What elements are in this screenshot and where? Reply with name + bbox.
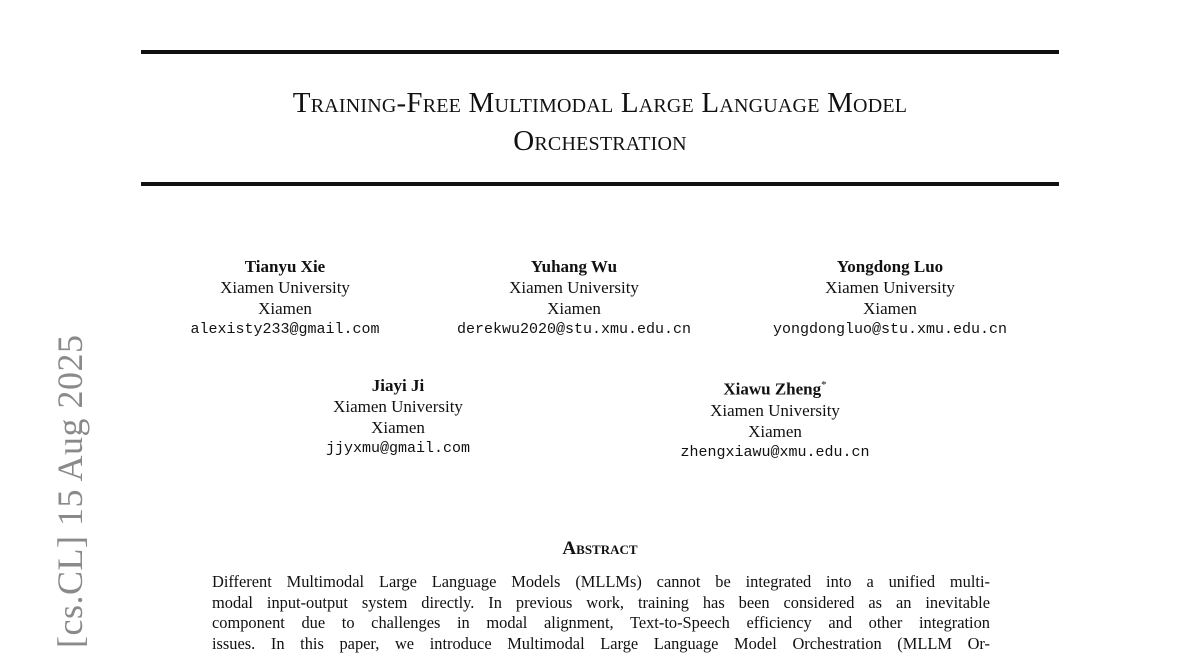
author-name: Xiawu Zheng* bbox=[650, 375, 900, 400]
author-city: Xiamen bbox=[288, 417, 508, 438]
author-city: Xiamen bbox=[424, 298, 724, 319]
author-name: Tianyu Xie bbox=[160, 256, 410, 277]
author-block-2 bbox=[424, 256, 724, 340]
paper-title bbox=[141, 84, 1059, 160]
abstract-line: component due to challenges in modal alignment, Text-to-Speech efficiency and other integration bbox=[212, 613, 990, 634]
author-email[interactable]: derekwu2020@stu.xmu.edu.cn bbox=[424, 319, 724, 340]
author-city: Xiamen bbox=[160, 298, 410, 319]
author-name: Yongdong Luo bbox=[740, 256, 1040, 277]
author-block-1 bbox=[160, 256, 410, 340]
abstract-heading: Abstract bbox=[141, 538, 1059, 560]
abstract-line: Different Multimodal Large Language Models (MLLMs) cannot be integrated into a unified multi- bbox=[212, 572, 990, 593]
title-top-rule bbox=[141, 50, 1059, 54]
title-line-1: Training-Free Multimodal Large Language Model bbox=[141, 84, 1059, 122]
author-email[interactable]: alexisty233@gmail.com bbox=[160, 319, 410, 340]
author-city: Xiamen bbox=[740, 298, 1040, 319]
arxiv-stamp: [cs.CL] 15 Aug 2025 bbox=[50, 335, 90, 648]
author-name: Yuhang Wu bbox=[424, 256, 724, 277]
author-email[interactable]: zhengxiawu@xmu.edu.cn bbox=[650, 442, 900, 463]
author-block-5 bbox=[650, 375, 900, 463]
title-bottom-rule bbox=[141, 182, 1059, 186]
abstract-body bbox=[212, 572, 990, 654]
author-affiliation: Xiamen University bbox=[160, 277, 410, 298]
author-email[interactable]: jjyxmu@gmail.com bbox=[288, 438, 508, 459]
abstract-line: modal input-output system directly. In previous work, training has been considered as an inevitable bbox=[212, 593, 990, 614]
author-email[interactable]: yongdongluo@stu.xmu.edu.cn bbox=[740, 319, 1040, 340]
corresponding-author-mark: * bbox=[821, 379, 827, 391]
abstract-line: issues. In this paper, we introduce Multimodal Large Language Model Orchestration (MLLM Or- bbox=[212, 634, 990, 654]
author-affiliation: Xiamen University bbox=[424, 277, 724, 298]
author-block-3 bbox=[740, 256, 1040, 340]
title-line-2: Orchestration bbox=[141, 122, 1059, 160]
author-city: Xiamen bbox=[650, 421, 900, 442]
author-affiliation: Xiamen University bbox=[650, 400, 900, 421]
author-block-4 bbox=[288, 375, 508, 459]
author-affiliation: Xiamen University bbox=[740, 277, 1040, 298]
author-affiliation: Xiamen University bbox=[288, 396, 508, 417]
author-name: Jiayi Ji bbox=[288, 375, 508, 396]
